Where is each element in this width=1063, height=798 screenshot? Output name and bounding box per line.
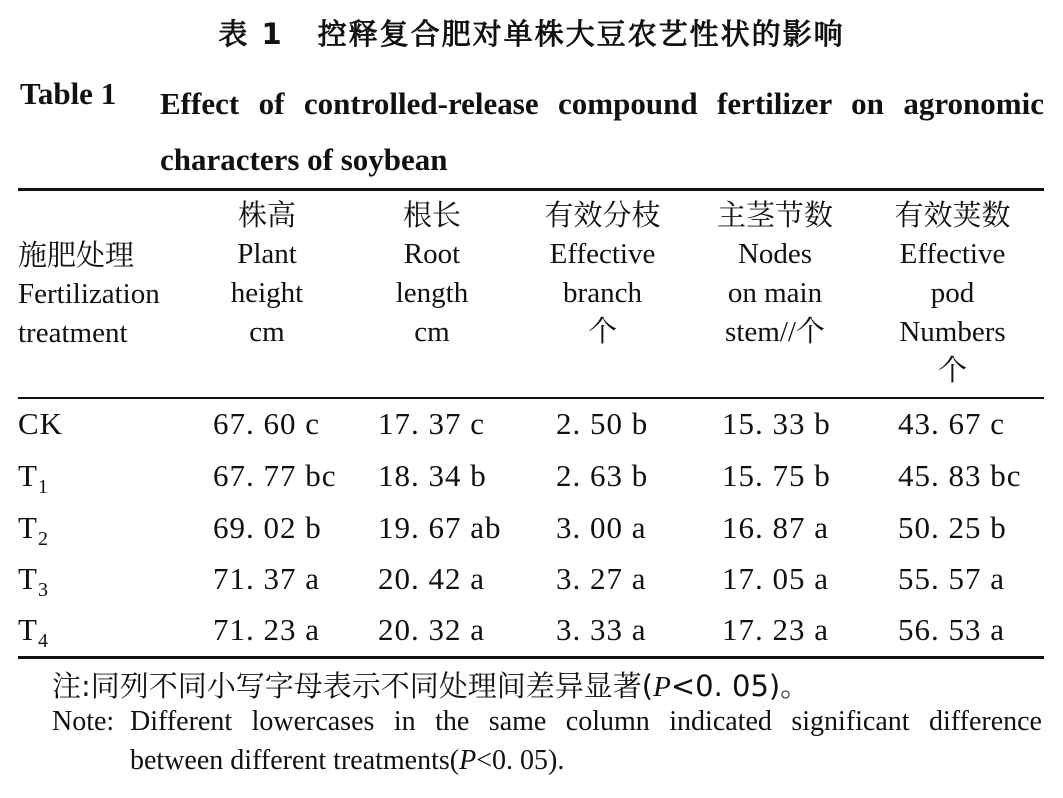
cell-treatment: $T_2$ — [18, 510, 49, 550]
table-row — [18, 406, 1044, 458]
cell-root-length: 18. 34 b — [378, 458, 487, 493]
header-unit: cm — [414, 316, 450, 348]
table-top-rule — [18, 188, 1044, 191]
header-en-line: length — [395, 277, 469, 309]
cell-treatment: $T_1$ — [18, 458, 49, 498]
note-cn-label: 注: — [52, 669, 91, 703]
header-en-line: Nodes — [737, 238, 813, 270]
cell-nodes: 16. 87 a — [722, 510, 830, 545]
cell-root-length: 17. 37 c — [378, 406, 486, 441]
cell-pods: 55. 57 a — [898, 561, 1006, 596]
cell-effective-branch: 3. 33 a — [556, 612, 647, 647]
cell-nodes: 17. 05 a — [722, 561, 830, 596]
cell-root-length: 19. 67 ab — [378, 510, 502, 545]
cell-plant-height: 71. 23 a — [213, 612, 321, 647]
table-number-en: Table 1 — [20, 76, 117, 111]
cell-effective-branch: 3. 27 a — [556, 561, 647, 596]
header-en-line: Fertilization — [18, 278, 160, 310]
note-en-label: Note: — [52, 706, 115, 737]
cell-effective-branch: 2. 50 b — [556, 406, 649, 441]
header-unit: cm — [249, 316, 285, 348]
cell-plant-height: 67. 60 c — [213, 406, 321, 441]
p-symbol: P — [459, 745, 477, 776]
note-cn — [52, 664, 809, 705]
header-en-line: height — [230, 277, 304, 309]
p-symbol: P — [653, 671, 671, 703]
cell-root-length: 20. 42 a — [378, 561, 486, 596]
table-row — [18, 458, 1044, 510]
cell-nodes: 15. 75 b — [722, 458, 831, 493]
header-en-line: on main — [727, 277, 823, 309]
cell-pods: 50. 25 b — [898, 510, 1007, 545]
header-en-line: Root — [403, 238, 461, 270]
cell-plant-height: 69. 02 b — [213, 510, 322, 545]
cell-treatment: $T_4$ — [18, 612, 49, 652]
header-effective-pod-numbers — [865, 196, 1040, 391]
header-en-line: Numbers — [899, 316, 1006, 348]
header-en-line: Plant — [237, 238, 297, 270]
table-title-cn — [0, 12, 1063, 53]
header-en-line: Effective — [549, 238, 656, 270]
cell-pods: 45. 83 bc — [898, 458, 1022, 493]
cell-effective-branch: 3. 00 a — [556, 510, 647, 545]
header-effective-branch — [520, 196, 685, 352]
cell-pods: 56. 53 a — [898, 612, 1006, 647]
header-zh: 株高 — [237, 198, 296, 232]
note-en-body — [130, 702, 1042, 780]
header-zh: 根长 — [402, 198, 461, 232]
header-unit: stem//个 — [725, 316, 825, 348]
header-root-length — [352, 196, 512, 352]
cell-nodes: 17. 23 a — [722, 612, 830, 647]
header-treatment — [18, 236, 188, 353]
note-cn-text: 同列不同小写字母表示不同处理间差异显著( — [90, 669, 654, 703]
cell-pods: 43. 67 c — [898, 406, 1006, 441]
cell-root-length: 20. 32 a — [378, 612, 486, 647]
cell-plant-height: 67. 77 bc — [213, 458, 337, 493]
header-zh: 有效分枝 — [544, 198, 661, 232]
header-en-line: pod — [930, 277, 975, 309]
table-title-cn-text: 控释复合肥对单株大豆农艺性状的影响 — [317, 17, 845, 51]
header-zh: 施肥处理 — [18, 238, 135, 272]
table-row — [18, 510, 1044, 562]
note-en-tail: <0. 05). — [476, 745, 565, 776]
cell-effective-branch: 2. 63 b — [556, 458, 649, 493]
note-en-text: Different lowercases in the same column indicated significant difference between different treatments( — [130, 706, 1042, 776]
header-unit: 个 — [937, 355, 967, 387]
header-en-line: branch — [563, 277, 642, 309]
table-bottom-rule — [18, 656, 1044, 659]
note-cn-tail: <0. 05)。 — [670, 669, 810, 703]
header-nodes-main-stem — [690, 196, 860, 352]
cell-treatment: CK — [18, 406, 64, 441]
table-title-en: Effect of controlled-release compound fertilizer on agronomic characters of soybean — [160, 86, 1044, 177]
cell-nodes: 15. 33 b — [722, 406, 831, 441]
table-number-cn: 表 1 — [218, 17, 284, 51]
header-en-line: Effective — [899, 238, 1006, 270]
cell-treatment: $T_3$ — [18, 561, 49, 601]
header-unit: 个 — [587, 316, 617, 348]
table-header-rule — [18, 397, 1044, 399]
header-zh: 主茎节数 — [716, 198, 833, 232]
header-zh: 有效荚数 — [894, 198, 1011, 232]
header-plant-height — [188, 196, 346, 352]
header-en-line: treatment — [18, 317, 128, 349]
table-row — [18, 561, 1044, 613]
cell-plant-height: 71. 37 a — [213, 561, 321, 596]
